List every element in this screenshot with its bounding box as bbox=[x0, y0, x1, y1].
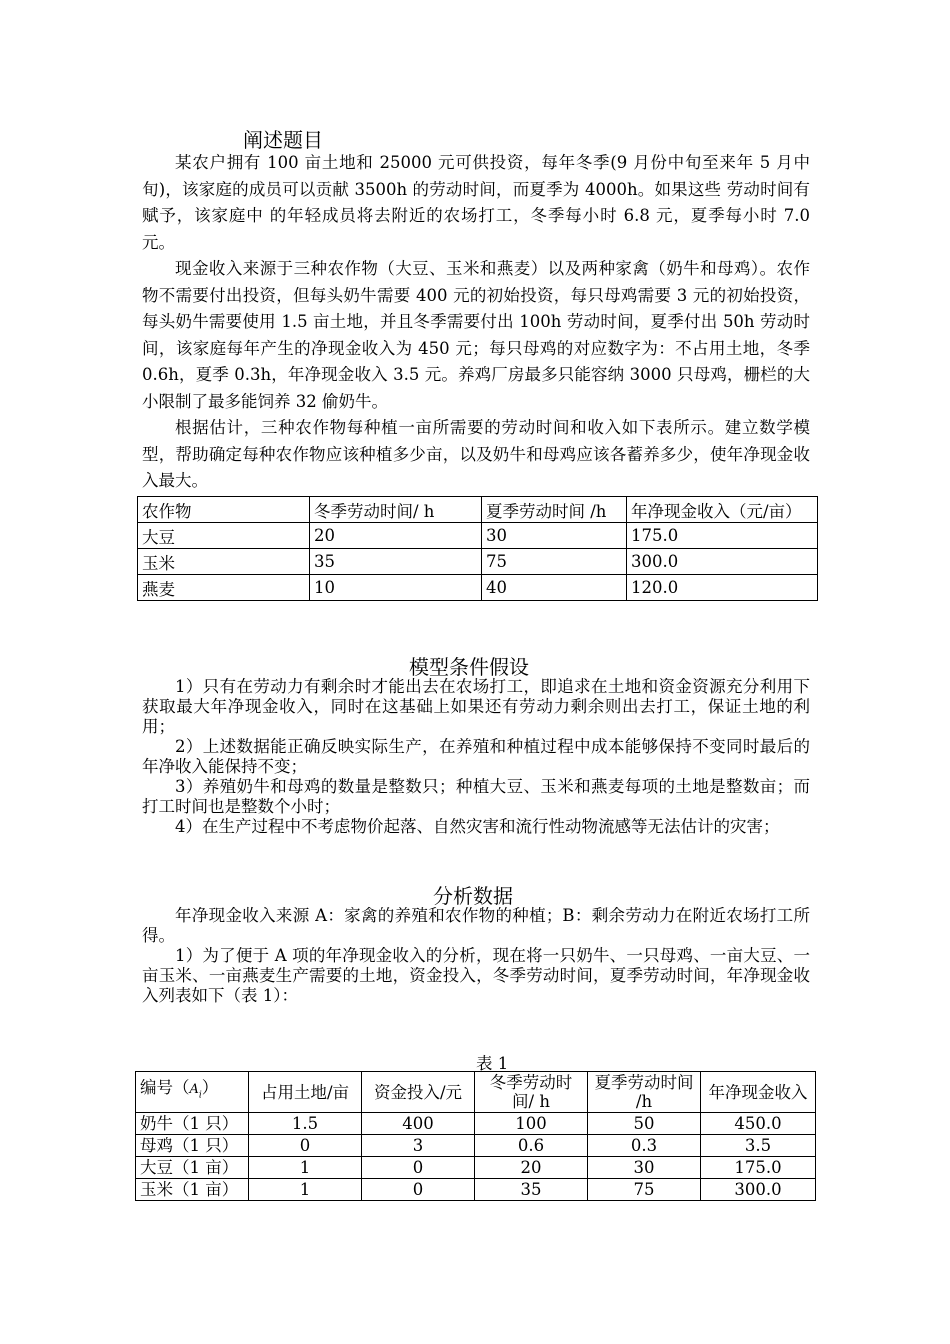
paragraph: 某农户拥有 100 亩土地和 25000 元可供投资，每年冬季(9 月份中旬至来年 5 月中旬)，该家庭的成员可以贡献 3500h 的劳动时间，而夏季为 4000h。如果这些 劳动时间有赋予，该家庭中 的年轻成员将去附近的农场打工，冬季每小时 6.8 元，夏季每小时 7.0 元。 bbox=[142, 153, 810, 252]
table-cell: 3.5 bbox=[701, 1135, 816, 1157]
table-cell: 400 bbox=[362, 1113, 475, 1135]
paragraph: 4）在生产过程中不考虑物价起落、自然灾害和流行性动物流感等无法估计的灾害； bbox=[175, 817, 780, 836]
table-cell: 1 bbox=[249, 1157, 362, 1179]
section-title-problem: 阐述题目 bbox=[243, 128, 323, 152]
table-cell: 30 bbox=[482, 523, 627, 549]
header-prefix: 编号（ bbox=[140, 1078, 190, 1098]
analysis-text bbox=[142, 906, 810, 1006]
paragraph: 2）上述数据能正确反映实际生产，在养殖和种植过程中成本能够保持不变同时最后的年净收入能保持不变； bbox=[142, 737, 810, 776]
table-caption: 表 1 bbox=[476, 1054, 509, 1073]
table-header-cell: 年净现金收入 bbox=[701, 1072, 816, 1113]
table-cell: 30 bbox=[588, 1157, 701, 1179]
paragraph: 1）只有在劳动力有剩余时才能出去在农场打工，即追求在土地和资金资源充分利用下获取最大年净现金收入，同时在这基础上如果还有劳动力剩余则出去打工，保证土地的利用； bbox=[142, 677, 810, 736]
table-cell: 20 bbox=[310, 523, 482, 549]
table-header-cell: 夏季劳动时间 /h bbox=[588, 1072, 701, 1113]
table-header-cell: 冬季劳动时间/ h bbox=[475, 1072, 588, 1113]
table-header-cell: 占用土地/亩 bbox=[249, 1072, 362, 1113]
paragraph: 3）养殖奶牛和母鸡的数量是整数只；种植大豆、玉米和燕麦每项的土地是整数亩；而打工时间也是整数个小时； bbox=[142, 777, 810, 816]
assumptions-list bbox=[142, 677, 810, 837]
table-row bbox=[138, 575, 818, 601]
table-cell: 40 bbox=[482, 575, 627, 601]
table-cell: 大豆（1 亩） bbox=[136, 1157, 249, 1179]
crop-table bbox=[137, 496, 818, 601]
problem-statement bbox=[142, 150, 810, 495]
table-cell: 120.0 bbox=[627, 575, 818, 601]
table-cell: 奶牛（1 只） bbox=[136, 1113, 249, 1135]
table-cell: 20 bbox=[475, 1157, 588, 1179]
table-header-cell: 年净现金收入（元/亩） bbox=[627, 497, 818, 523]
table-cell: 50 bbox=[588, 1113, 701, 1135]
table-cell: 0.3 bbox=[588, 1135, 701, 1157]
table-cell: 300.0 bbox=[701, 1179, 816, 1201]
table-row bbox=[136, 1157, 816, 1179]
table-cell: 300.0 bbox=[627, 549, 818, 575]
paragraph: 现金收入来源于三种农作物（大豆、玉米和燕麦）以及两种家禽（奶牛和母鸡）。农作物不需要付出投资，但每头奶牛需要 400 元的初始投资，每只母鸡需要 3 元的初始投资，每头奶牛需要使用 1.5 亩土地，并且冬季需要付出 100h 劳动时间，夏季付出 50h 劳动时间，该家庭每年产生的净现金收入为 450 元；每只母鸡的对应数字为：不占用土地，冬季 0.6h，夏季 0.3h，年净现金收入 3.5 元。养鸡厂房最多只能容纳 3000 只母鸡，栅栏的大小限制了最多能饲养 32 偷奶牛。 bbox=[142, 259, 810, 411]
table-row bbox=[138, 523, 818, 549]
table-cell: 175.0 bbox=[701, 1157, 816, 1179]
table-row bbox=[136, 1135, 816, 1157]
table-cell: 100 bbox=[475, 1113, 588, 1135]
table-header-cell: 资金投入/元 bbox=[362, 1072, 475, 1113]
table-cell: 玉米 bbox=[138, 549, 310, 575]
table-row bbox=[136, 1179, 816, 1201]
table-cell: 0 bbox=[362, 1179, 475, 1201]
table-cell: 450.0 bbox=[701, 1113, 816, 1135]
table-cell: 母鸡（1 只） bbox=[136, 1135, 249, 1157]
table-header-cell: 冬季劳动时间/ h bbox=[310, 497, 482, 523]
section-title-analysis: 分析数据 bbox=[433, 884, 513, 908]
table-cell: 75 bbox=[482, 549, 627, 575]
table-cell: 0 bbox=[249, 1135, 362, 1157]
table-cell: 1.5 bbox=[249, 1113, 362, 1135]
table-row bbox=[136, 1113, 816, 1135]
paragraph: 1）为了便于 A 项的年净现金收入的分析，现在将一只奶牛、一只母鸡、一亩大豆、一亩玉米、一亩燕麦生产需要的土地，资金投入，冬季劳动时间，夏季劳动时间，年净现金收入列表如下（表 1）： bbox=[142, 946, 810, 1005]
section-title-assumptions: 模型条件假设 bbox=[409, 655, 529, 679]
table-cell: 175.0 bbox=[627, 523, 818, 549]
table-cell: 0 bbox=[362, 1157, 475, 1179]
table-row bbox=[138, 549, 818, 575]
table-cell: 75 bbox=[588, 1179, 701, 1201]
paragraph: 根据估计，三种农作物每种植一亩所需要的劳动时间和收入如下表所示。建立数学模型，帮助确定每种农作物应该种植多少亩，以及奶牛和母鸡应该各蓄养多少，使年净现金收入最大。 bbox=[142, 418, 810, 490]
formula-subscript: i bbox=[198, 1090, 202, 1101]
table-cell: 10 bbox=[310, 575, 482, 601]
table-cell: 大豆 bbox=[138, 523, 310, 549]
table1 bbox=[135, 1071, 816, 1201]
table-cell: 35 bbox=[475, 1179, 588, 1201]
table-cell: 35 bbox=[310, 549, 482, 575]
paragraph: 年净现金收入来源 A：家禽的养殖和农作物的种植；B：剩余劳动力在附近农场打工所得。 bbox=[142, 906, 810, 945]
formula-symbol: A bbox=[189, 1082, 199, 1098]
table-cell: 1 bbox=[249, 1179, 362, 1201]
table-cell: 3 bbox=[362, 1135, 475, 1157]
table-header-cell: 农作物 bbox=[138, 497, 310, 523]
table-header-cell: 夏季劳动时间 /h bbox=[482, 497, 627, 523]
table-cell: 0.6 bbox=[475, 1135, 588, 1157]
table-header-row bbox=[138, 497, 818, 523]
table-cell: 玉米（1 亩） bbox=[136, 1179, 249, 1201]
table-header-row bbox=[136, 1072, 816, 1113]
header-suffix: ） bbox=[201, 1078, 219, 1098]
table-cell: 燕麦 bbox=[138, 575, 310, 601]
table-header-cell bbox=[136, 1072, 249, 1113]
